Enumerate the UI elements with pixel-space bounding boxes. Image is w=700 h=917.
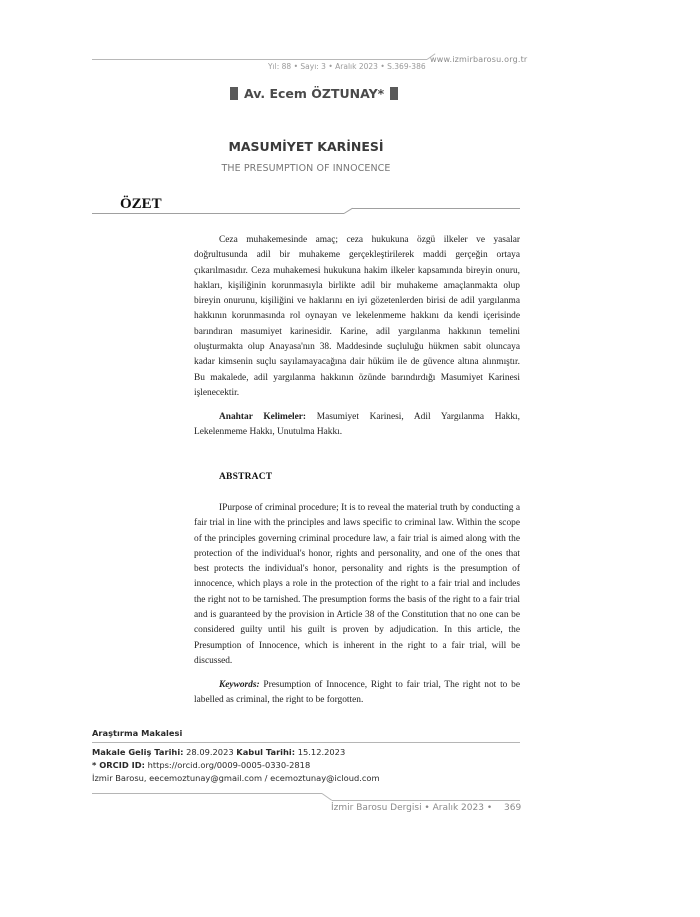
- author-line: [230, 86, 398, 101]
- ozet-rule: [92, 213, 344, 214]
- ozet-keywords-text: Masumiyet Karinesi, Adil Yargılanma Hakkı, Lekelenmeme Hakkı, Unutulma Hakkı.: [194, 412, 521, 438]
- article-dates: [92, 746, 380, 784]
- ozet-keywords-label: Anahtar Kelimeler:: [219, 412, 307, 422]
- footer-rule: [92, 793, 322, 794]
- affiliation: İzmir Barosu, eecemoztunay@gmail.com / ecemoztunay@icloud.com: [92, 772, 380, 783]
- meta-rule: [92, 742, 520, 743]
- abstract-paragraph: [194, 501, 520, 669]
- author-name: Av. Ecem ÖZTUNAY*: [244, 86, 385, 101]
- received-date: 28.09.2023: [186, 747, 234, 757]
- accepted-date: 15.12.2023: [297, 747, 346, 757]
- ozet-rule-right: [352, 208, 520, 209]
- abstract-keywords: [194, 678, 520, 709]
- author-left-bar: [230, 87, 238, 100]
- footer-rule-slant: [322, 793, 332, 801]
- page-number: 369: [504, 803, 522, 813]
- abstract-heading: ABSTRACT: [219, 472, 273, 482]
- issue-line: Yıl: 88 • Sayı: 3 • Aralık 2023 • S.369-386: [268, 62, 426, 71]
- article-type: Araştırma Makalesi: [92, 728, 183, 738]
- ozet-heading: ÖZET: [120, 196, 162, 212]
- abstract-keywords-text: Presumption of Innocence, Right to fair trial, The right not to be labelled as criminal, the right to be forgotten.: [194, 680, 520, 706]
- ozet-paragraph: [194, 233, 520, 401]
- ozet-text: Ceza muhakemesinde amaç; ceza hukukuna özgü ilkeler ve yasalar doğrultusunda adil bir muhakeme gerçekleştirilerek maddi gerçeğin ortaya çıkarılmasıdır. Ceza muhakemesi hukukuna hakim ilkeler kapsamında bireyin onuru, hakları, kişiliğinin korunmasıyla birlikte adil bir muhakeme amaçlanmakta olup bireyin onurunu, kişiliğini ve haklarını en iyi gözetenlerden birisi de adil yargılanma hakkının korunmasında rol oynayan ve lekelenmeme hakkını da kendi içerisinde barındıran masumiyet karinesidir. Karine, adil yargılanma hakkının temelini oluşturmakta olup Anayasa'nın 38. Maddesinde suçluluğu hükmen sabit oluncaya kadar kimsenin suçlu sayılamayacağına dair hüküm ile de güvence altına alınmıştır. Bu makalede, adil yargılanma hakkının özünde barındırdığı Masumiyet Karinesi işlenecektir.: [194, 235, 520, 398]
- abstract-text: IPurpose of criminal procedure; It is to reveal the material truth by conducting a fair trial in line with the principles and laws specific to criminal law. Within the scope of the principles governing criminal procedure law, a fair trial is aimed along with the protection of the individual's honor, rights and personality, and one of the ones that best protects the individual's honor, personality and rights is the presumption of innocence, which plays a role in the protection of the right to a fair trial and includes the right not to be tarnished. The presumption forms the basis of the right to a fair trial and is guaranteed by the provision in Article 38 of the Constitution that no one can be considered guilty until his guilt is proven by adjudication. In this article, the Presumption of Innocence, which is inherent in the right to a fair trial, will be discussed.: [194, 503, 520, 666]
- author-right-bar: [390, 87, 398, 100]
- header-rule: [92, 59, 427, 60]
- title-turkish: MASUMİYET KARİNESİ: [228, 139, 384, 154]
- footer-rule-right: [332, 800, 520, 801]
- orcid-label: * ORCID ID:: [92, 759, 145, 770]
- journal-name: İzmir Barosu Dergisi • Aralık 2023 •: [331, 803, 493, 813]
- title-english: THE PRESUMPTION OF INNOCENCE: [221, 163, 391, 174]
- article-meta: [92, 727, 182, 740]
- site-url: www.izmirbarosu.org.tr: [430, 55, 528, 64]
- orcid-link[interactable]: https://orcid.org/0009-0005-0330-2818: [147, 759, 311, 770]
- received-label: Makale Geliş Tarihi:: [92, 747, 184, 757]
- accepted-label: Kabul Tarihi:: [236, 747, 296, 757]
- abstract-keywords-label: Keywords:: [219, 680, 260, 690]
- ozet-keywords: [194, 410, 520, 441]
